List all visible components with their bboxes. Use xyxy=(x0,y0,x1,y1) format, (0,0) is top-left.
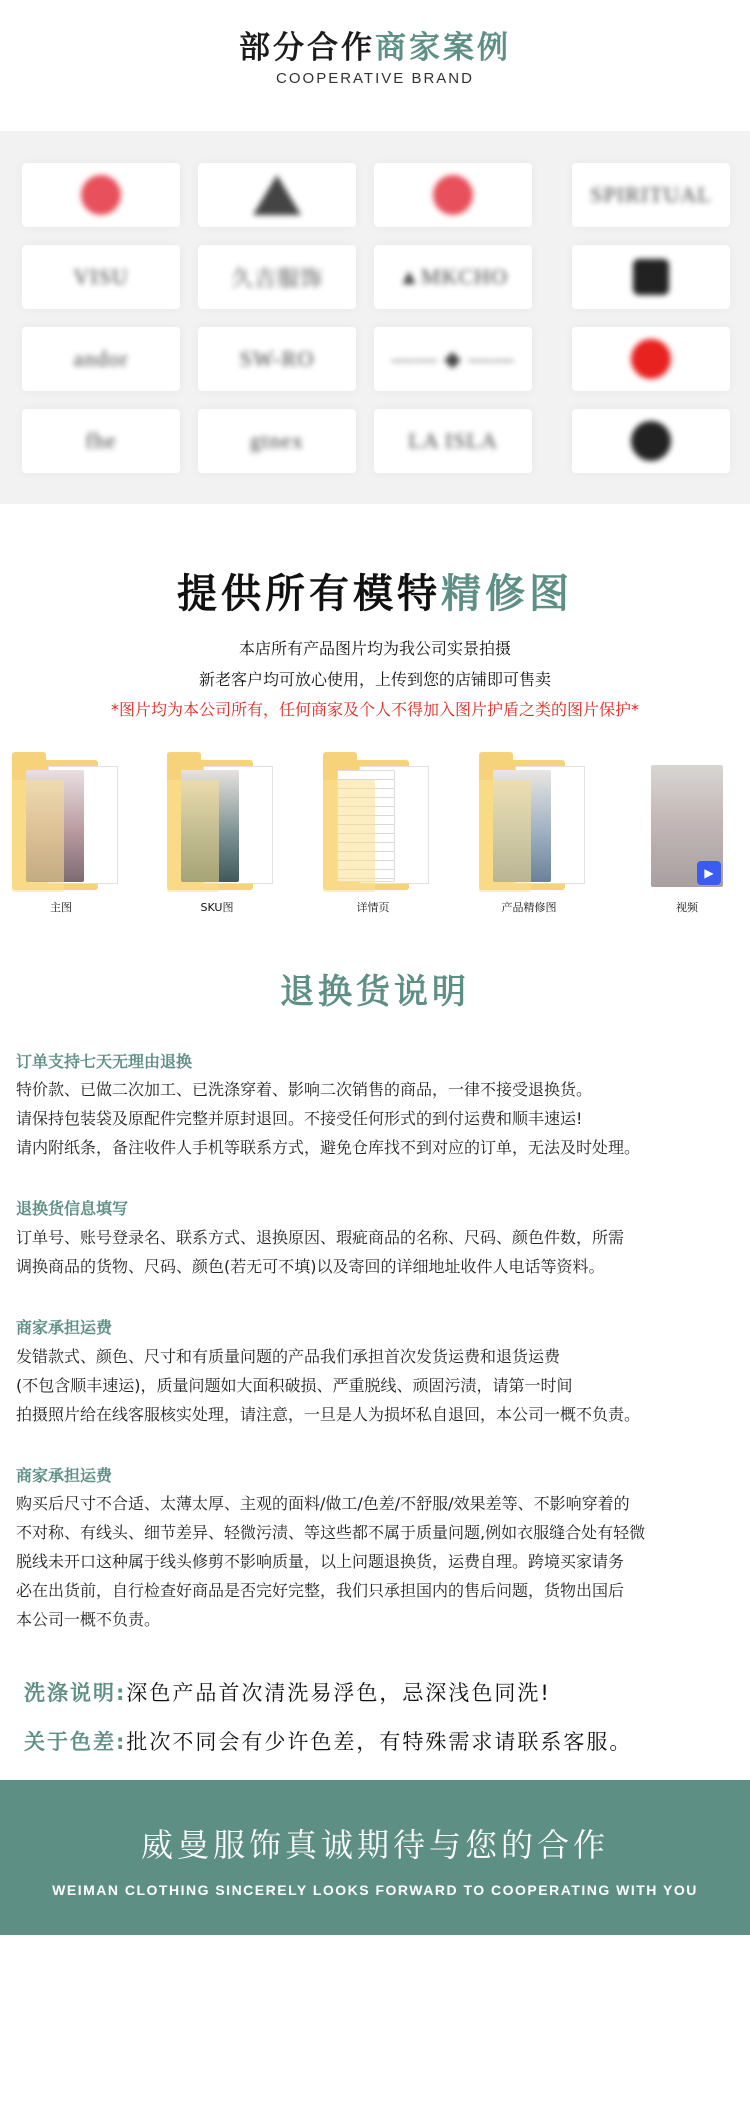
partner-logo xyxy=(198,327,356,391)
wash-label: 洗涤说明: xyxy=(24,1681,127,1705)
partner-logo-wall xyxy=(0,131,750,504)
folder-label-sku: SKU图 xyxy=(200,901,234,914)
logo-wordmark: 久吉服饰 xyxy=(230,265,323,291)
policy-line: 请保持包装袋及原配件完整并原封退回。不接受任何形式的到付运费和顺丰速运! xyxy=(16,1109,583,1128)
logo-mark-icon xyxy=(631,421,671,461)
footer-en-slogan: WEIMAN CLOTHING SINCERELY LOOKS FORWARD TO COOPERATING WITH YOU xyxy=(52,1882,698,1898)
logo-wordmark: ▲MKCHO xyxy=(398,264,508,289)
partner-logo xyxy=(572,245,730,309)
partner-logo xyxy=(198,245,356,309)
policy-line: 必在出货前，自行检查好商品是否完好完整，我们只承担国内的售后问题，货物出国后 xyxy=(16,1581,625,1600)
logo-wordmark: andor xyxy=(73,346,129,371)
policy-line: 请内附纸条，备注收件人手机等联系方式，避免仓库找不到对应的订单，无法及时处理。 xyxy=(16,1138,641,1157)
policy-line: 不对称、有线头、细节差异、轻微污渍、等这些都不属于质量问题,例如衣服缝合处有轻微 xyxy=(16,1523,646,1542)
footer-band xyxy=(0,1780,750,1935)
wash-text: 深色产品首次清洗易浮色，忌深浅色同洗! xyxy=(126,1681,551,1705)
policy-line: 订单号、账号登录名、联系方式、退换原因、瑕疵商品的名称、尺码、颜色件数，所需 xyxy=(16,1228,625,1247)
partner-logo xyxy=(572,327,730,391)
policy-line: 脱线未开口这种属于线头修剪不影响质量，以上问题退换货，运费自理。跨境买家请务 xyxy=(16,1552,625,1571)
folder-label-detail: 详情页 xyxy=(356,901,390,914)
color-label: 关于色差: xyxy=(24,1730,127,1754)
partner-logo xyxy=(22,245,180,309)
logo-wordmark: gtnex xyxy=(250,428,304,453)
partner-logo xyxy=(22,409,180,473)
partner-logo xyxy=(374,245,532,309)
logo-wordmark: —— ◆ —— xyxy=(391,346,515,371)
retouched-image-folder[interactable] xyxy=(479,760,589,895)
logo-wordmark: VISU xyxy=(73,264,129,289)
folder-front xyxy=(167,780,219,892)
section-heading: 订单支持七天无理由退换 xyxy=(16,1052,193,1071)
policy-line: 本公司一概不负责。 xyxy=(16,1610,161,1629)
brand-title-accent: 商家案例 xyxy=(375,30,511,66)
brand-title xyxy=(0,22,750,67)
policy-line: 调换商品的货物、尺码、颜色(若无可不填)以及寄回的详细地址收件人电话等资料。 xyxy=(16,1257,605,1276)
footer-cn-slogan: 威曼服饰真诚期待与您的合作 xyxy=(140,1826,609,1864)
models-line-2: 新老客户均可放心使用，上传到您的店铺即可售卖 xyxy=(198,670,551,689)
models-copyright-warning: *图片均为本公司所有，任何商家及个人不得加入图片护盾之类的图片保护* xyxy=(110,700,639,719)
models-title-main: 提供所有模特 xyxy=(177,571,441,617)
partner-logo xyxy=(374,409,532,473)
policy-line: 购买后尺寸不合适、太薄太厚、主观的面料/做工/色差/不舒服/效果差等、不影响穿着的 xyxy=(16,1494,630,1513)
brand-subtitle: COOPERATIVE BRAND xyxy=(276,70,474,87)
partner-logo xyxy=(572,409,730,473)
detail-page-folder[interactable] xyxy=(323,760,433,895)
logo-wordmark: SW-RO xyxy=(239,346,315,371)
logo-mark-icon xyxy=(81,175,121,215)
logo-wordmark: fhe xyxy=(85,428,117,453)
folder-front xyxy=(479,780,531,892)
folder-label-main: 主图 xyxy=(50,901,72,914)
section-heading: 商家承担运费 xyxy=(16,1318,113,1337)
models-title xyxy=(0,562,750,619)
partner-logo xyxy=(374,163,532,227)
main-image-folder[interactable] xyxy=(12,760,122,895)
models-line-1: 本店所有产品图片均为我公司实景拍摄 xyxy=(238,639,511,658)
partner-logo xyxy=(374,327,532,391)
logo-wordmark: LA ISLA xyxy=(408,428,498,453)
wash-instruction xyxy=(24,1677,551,1707)
policy-line: 发错款式、颜色、尺寸和有质量问题的产品我们承担首次发货运费和退货运费 xyxy=(16,1347,561,1366)
policy-line: 拍摄照片给在线客服核实处理，请注意，一旦是人为损坏私自退回，本公司一概不负责。 xyxy=(16,1405,641,1424)
partner-logo xyxy=(198,163,356,227)
models-title-accent: 精修图 xyxy=(441,571,573,617)
logo-mark-icon xyxy=(433,175,473,215)
brand-title-main: 部分合作 xyxy=(239,30,375,66)
section-heading: 商家承担运费 xyxy=(16,1466,113,1485)
brand-header xyxy=(0,0,750,130)
folder-label-video: 视频 xyxy=(676,901,698,914)
logo-mark-icon xyxy=(253,175,301,215)
folder-label-retouched: 产品精修图 xyxy=(501,901,557,914)
color-difference-note xyxy=(24,1726,632,1756)
video-thumbnail[interactable] xyxy=(651,765,723,887)
logo-wordmark: SPIRITUAL xyxy=(590,182,712,207)
color-text: 批次不同会有少许色差，有特殊需求请联系客服。 xyxy=(126,1730,633,1754)
section-heading: 退换货信息填写 xyxy=(16,1199,129,1218)
folder-front xyxy=(323,780,375,892)
partner-logo xyxy=(22,163,180,227)
play-icon: ▶ xyxy=(697,861,721,885)
logo-mark-icon xyxy=(633,259,669,295)
policy-line: 特价款、已做二次加工、已洗涤穿着、影响二次销售的商品，一律不接受退换货。 xyxy=(16,1080,593,1099)
partner-logo xyxy=(22,327,180,391)
partner-logo xyxy=(198,409,356,473)
sku-image-folder[interactable] xyxy=(167,760,277,895)
logo-mark-icon xyxy=(631,339,671,379)
returns-title: 退换货说明 xyxy=(280,972,470,1012)
partner-logo xyxy=(572,163,730,227)
policy-line: (不包含顺丰速运)，质量问题如大面积破损、严重脱线、顽固污渍，请第一时间 xyxy=(16,1376,573,1395)
folder-front xyxy=(12,780,64,892)
